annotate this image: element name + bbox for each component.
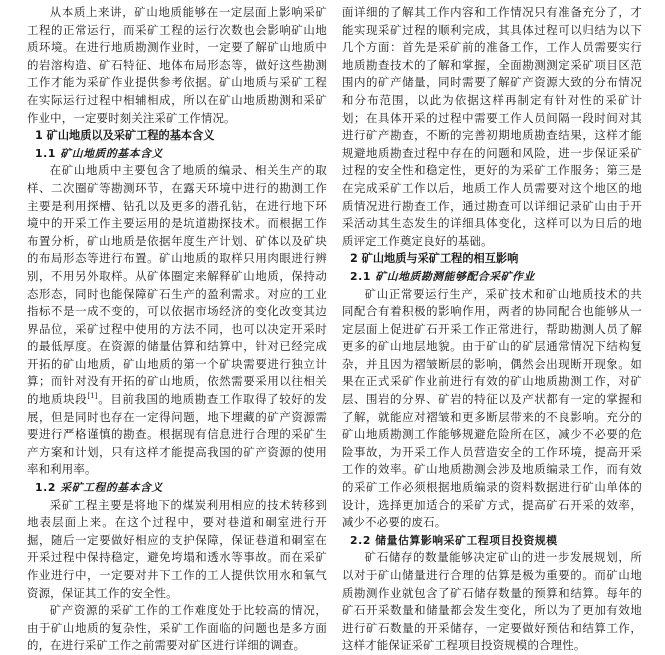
subsection-2-1-heading	[342, 268, 642, 286]
section-1-heading: 1 矿山地质以及采矿工程的基本含义	[35, 129, 215, 143]
subsection-1-2-heading	[27, 479, 327, 497]
paragraph-1-1	[27, 162, 327, 479]
left-column	[27, 4, 327, 653]
intro-paragraph: 从本质上来讲，矿山地质能够在一定层面上影响采矿工程的正常运行，而采矿工程的运行次数也会影响矿山地质环境。在进行地质勘测作业时，一定要了解矿山地质中的岩溶构造、矿石特征、地体布局形态等，做好这些勘测工作才能为采矿作业提供参考依据。矿山地质与采矿工程在实际运行过程中相辅相成，所以在矿山地质勘测和采矿作业中，一定要时刻关注采矿工作情况。	[27, 5, 327, 125]
subsection-1-1-title: 矿山地质的基本含义	[60, 146, 163, 160]
subsection-2-2-heading: 2.2 储量估算影响采矿工程项目投资规模	[350, 533, 558, 547]
paragraph-continued: 面详细的了解其工作内容和工作情况只有准备充分了，才能实现采矿过程的顺利完成，其具体过程可以归结为以下几个方面：首先是采矿前的准备工作，工作人员需要实行地质勘查技术的了解和掌握，全面勘测测定采矿项目区范围内的矿产储量，同时需要了解矿产资源大致的分布情况和分布范围，以此为依据这样再制定有针对性的采矿计划；在具体开采的过程中需要工作人员间隔一段时间对其进行矿产勘查，不断的完善初期地质勘查结果，这样才能规避地质勘查过程中存在的问题和风险，进一步保证采矿过程的安全性和稳定性，更好的为采矿工作服务；第三是在完成采矿工作以后，地质工作人员需要对这个地区的地质情况进行勘查工作，通过勘查可以详细记录矿山由于开采活动其生态发生的详细具体变化，这样可以为日后的地质评定工作奠定良好的基础。	[342, 5, 642, 248]
subsection-2-1-number: 2.1	[350, 269, 371, 283]
paragraph-1-2-a: 采矿工程主要是将地下的煤炭利用相应的技术转移到地表层面上来。在这个过程中，要对巷道和硐室进行开掘，随后一定要做好相应的支护保障，保证巷道和硐室在开采过程中保持稳定，避免垮塌和透水等事故。而在采矿作业进行中，一定要对井下工作的工人提供饮用水和氧气资源，保证其工作的安全性。	[27, 497, 327, 600]
subsection-1-1-heading	[27, 145, 327, 163]
paragraph-1-1-part-a: 在矿山地质中主要包含了地质的编录、相关生产的取样、二次圈矿等勘测环节，在露天环境中进行的勘测工作主要是利用探槽、钻孔以及更多的潜孔钻，在进行地下环境中的开采工作主要运用的是坑道勘探技术。而根据工作布置分析，矿山地质是依据年度生产计划、矿体以及矿块的布局形态等进行布置。矿山地质的取样只用肉眼进行辨别，不用另外取样。从矿体圈定来解释矿山地质，保持动态形态，同时也能保障矿石生产的盈利需求。对应的工业指标不是一成不变的，可以依据市场经济的变化改变其边界品位，采矿过程中使用的方法不同，也可以决定开采时的最低厚度。在资源的储量估算和结算中，针对已经完成开拓的矿山地质，矿山地质的第一个矿块需要进行独立计算；而针对没有开拓的矿山地质，依然需要采用以往相关的地质块段	[27, 163, 327, 407]
section-2-heading: 2 矿山地质与采矿工程的相互影响	[350, 252, 519, 266]
subsection-2-1-title: 矿山地质勘测能够配合采矿作业	[375, 269, 535, 283]
citation-1: [1]	[87, 392, 98, 401]
paragraph-2-1: 矿山正常要运行生产，采矿技术和矿山地质技术的共同配合有着积极的影响作用，两者的协同配合也能够从一定层面上促进矿石开采工作正常进行，帮助勘测人员了解更多的矿山地层地貌。由于矿山的矿层通常情况下结构复杂，并且因为褶皱断层的影响，偶然会出现断开现象。如果在正式采矿作业前进行有效的矿山地质勘测工作，对矿层、围岩的分界、矿岩的特征以及产状都有一定的掌握和了解，就能应对褶皱和更多断层带来的不良影响。充分的矿山地质勘测工作能够规避危险所在区，减少不必要的危险事故，为开采工作人员营造安全的工作环境，提高开采工作的效率。矿山地质勘测会涉及地质编录工作，而有效的采矿工作必须根据地质编录的资料数据进行矿山单体的设计，选择更加适合的采矿方式，提高矿石开采的效率，减少不必要的废石。	[342, 286, 642, 530]
paragraph-1-1-part-b: 。目前我国的地质勘查工作取得了较好的发展，但是同时也存在一定得问题，地下埋藏的矿产资源需要进行严格谨慎的勘查。根据现有信息进行合理的采矿生产方案和计划，只有这样才能提高我国的矿产资源的使用率和利用率。	[27, 392, 327, 477]
paragraph-2-2: 矿石储存的数量能够决定矿山的进一步发展规划，所以对于矿山储量进行合理的估算是极为重要的。而矿山地质勘测作业就包含了矿石储存数量的预算和结算。每年的矿石开采数量和储量都会发生变化，所以为了更加有效地进行矿石数量的开采储存，一定要做好预估和结算工作，这样才能保证采矿工程项目投资规模的合理性。	[342, 550, 642, 653]
subsection-1-2-title: 采矿工程的基本含义	[60, 481, 163, 495]
right-column	[342, 4, 642, 653]
subsection-1-2-number: 1.2	[35, 481, 56, 495]
paragraph-1-2-b: 矿产资源的采矿工作的工作难度处于比较高的情况，由于矿山地质的复杂性，采矿工作面临的问题也是多方面的，在进行采矿工作之前需要对矿区进行详细的调查。	[27, 603, 327, 653]
subsection-1-1-number: 1.1	[35, 146, 56, 160]
